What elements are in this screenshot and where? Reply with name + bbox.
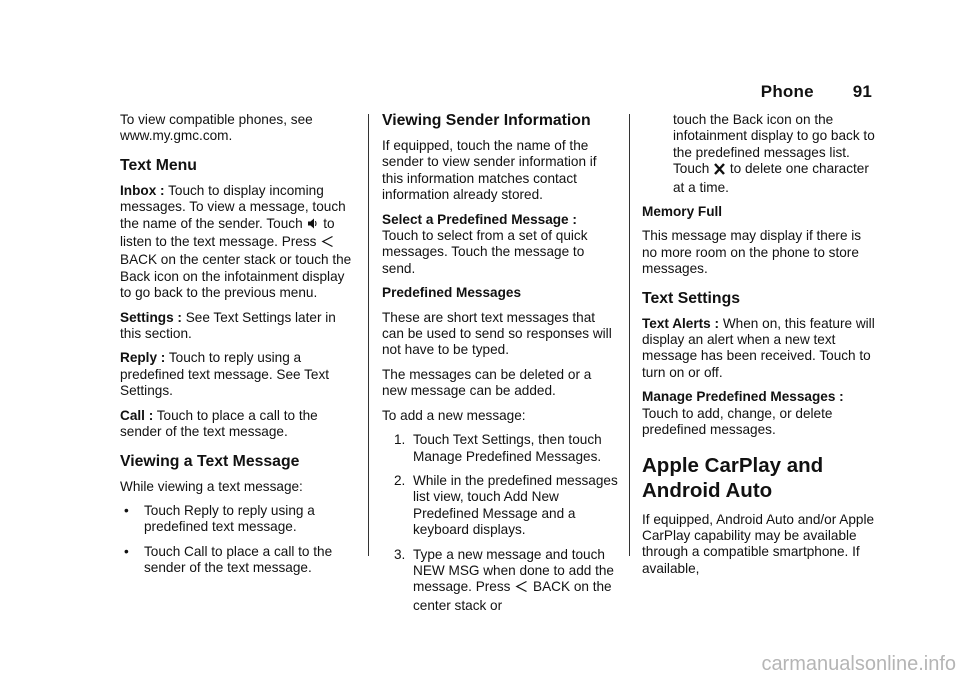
step3-cont-a: touch the Back icon on the infotainment display to go back to the predefined messages list. Touch	[673, 112, 875, 177]
steps-list	[382, 432, 620, 614]
column-3	[642, 112, 878, 585]
step-text-cont: BACK on the center stack or	[413, 579, 612, 613]
manage-predefined-paragraph	[642, 389, 878, 438]
inbox-text-c: BACK on the center stack or touch the Back icon on the infotainment display to go back to the previous menu.	[120, 252, 352, 301]
settings-term: Settings :	[120, 309, 182, 325]
call-text: Touch to place a call to the sender of the text message.	[120, 407, 318, 440]
delete-x-icon	[714, 163, 725, 179]
call-paragraph	[120, 408, 356, 441]
back-icon	[515, 580, 528, 597]
section-title: Phone	[760, 82, 814, 101]
column-2	[382, 112, 620, 622]
column-divider-2	[629, 114, 630, 556]
manage-text: Touch to add, change, or delete predefined messages.	[642, 405, 833, 438]
predefined-p1: These are short text messages that can be used to send so responses will not have to be typed.	[382, 309, 612, 358]
inbox-text-a: Touch to display incoming messages. To view a message, touch the name of the sender. Touch	[120, 182, 346, 231]
predefined-p2: The messages can be deleted or a new message can be added.	[382, 366, 592, 399]
heading-viewing-sender: Viewing Sender Information	[382, 112, 591, 129]
reply-paragraph	[120, 350, 356, 399]
step-number: 3.	[394, 546, 406, 562]
heading-carplay-android	[642, 453, 878, 503]
inbox-paragraph	[120, 183, 356, 302]
column-divider-1	[368, 114, 369, 556]
settings-paragraph	[120, 310, 356, 343]
step-text: Touch Text Settings, then touch Manage Predefined Messages.	[413, 432, 602, 464]
text-alerts-paragraph	[642, 316, 878, 382]
step-text: While in the predefined messages list view, touch Add New Predefined Message and a keyboard displays.	[413, 472, 618, 538]
bullet-marker: •	[124, 543, 129, 559]
step-number: 2.	[394, 472, 406, 488]
text-alerts-text: When on, this feature will display an alert when a new text message has been received. Touch to turn on or off.	[642, 315, 875, 380]
page-number: 91	[852, 82, 872, 101]
heading-memory-full: Memory Full	[642, 204, 723, 220]
viewing-bullet-list	[120, 503, 356, 577]
step3-cont-b: to delete one character at a time.	[673, 161, 869, 195]
step-text: Type a new message and touch NEW MSG when done to add the message. Press	[413, 546, 614, 595]
bullet-text: Touch Reply to reply using a predefined text message.	[144, 502, 315, 535]
select-term: Select a Predefined Message :	[382, 211, 577, 227]
list-item	[382, 432, 620, 465]
column-1	[120, 112, 356, 585]
step-number: 1.	[394, 432, 406, 448]
select-text: Touch to select from a set of quick messages. Touch the message to send.	[382, 228, 588, 276]
list-item	[382, 473, 620, 539]
heading-text-menu: Text Menu	[120, 156, 197, 174]
heading-predefined-messages: Predefined Messages	[382, 285, 522, 301]
heading-line-2: Android Auto	[642, 478, 773, 502]
memory-paragraph: This message may display if there is no more room on the phone to store messages.	[642, 228, 862, 277]
manage-term: Manage Predefined Messages :	[642, 389, 844, 405]
heading-line-1: Apple CarPlay and	[642, 453, 824, 477]
list-item	[120, 503, 356, 536]
speaker-icon	[307, 217, 318, 234]
text-alerts-term: Text Alerts :	[642, 315, 720, 331]
watermark: carmanualsonline.info	[761, 653, 956, 675]
settings-text: See Text Settings later in this section.	[120, 309, 336, 342]
list-item	[382, 547, 620, 615]
heading-viewing-text-message: Viewing a Text Message	[120, 452, 300, 470]
list-item	[120, 544, 356, 577]
step3-continuation	[642, 112, 878, 196]
reply-text: Touch to reply using a predefined text message. See Text Settings.	[120, 350, 330, 399]
bullet-text: Touch Call to place a call to the sender of the text message.	[144, 543, 333, 576]
heading-text-settings: Text Settings	[642, 289, 741, 307]
page-header	[761, 82, 872, 102]
sender-paragraph: If equipped, touch the name of the sender to view sender information if this information matches contact information already stored.	[382, 138, 597, 203]
carplay-paragraph: If equipped, Android Auto and/or Apple CarPlay capability may be available through a compatible smartphone. If available,	[642, 511, 875, 576]
bullet-marker: •	[124, 502, 129, 518]
intro-paragraph: To view compatible phones, see www.my.gmc.com.	[120, 112, 313, 144]
viewing-intro: While viewing a text message:	[120, 478, 303, 494]
inbox-term: Inbox :	[120, 182, 165, 198]
reply-term: Reply :	[120, 350, 166, 366]
predefined-p3: To add a new message:	[382, 407, 526, 423]
back-icon	[321, 235, 334, 252]
select-predefined-paragraph	[382, 212, 620, 278]
call-term: Call :	[120, 407, 154, 423]
inbox-text-b: to listen to the text message. Press	[120, 215, 335, 250]
